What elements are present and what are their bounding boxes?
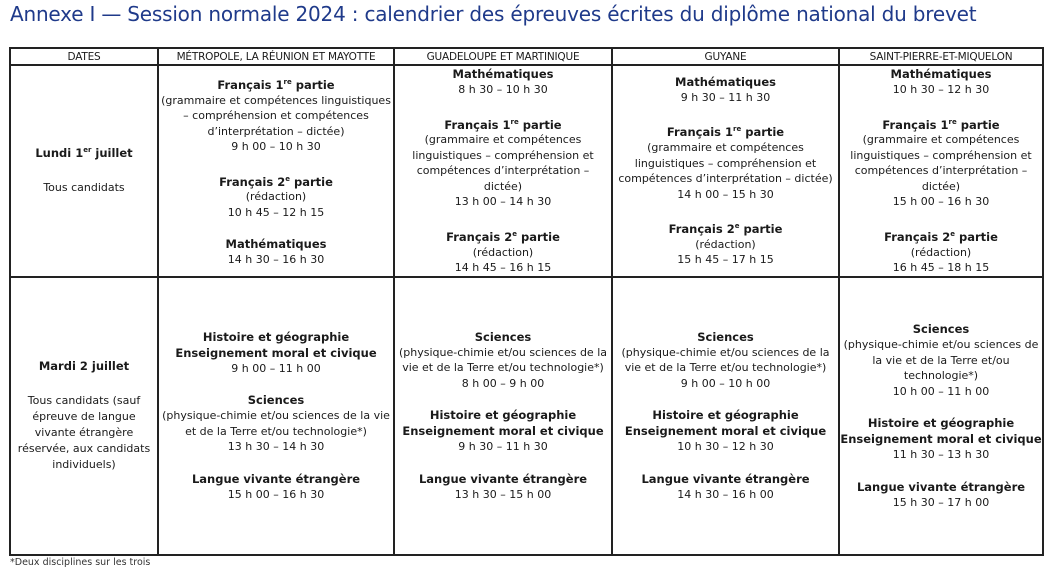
- exam-time: 14 h 30 – 16 h 30: [227, 253, 325, 267]
- exam-detail: (rédaction): [245, 190, 307, 204]
- exam-detail: (rédaction): [910, 245, 972, 259]
- exam-time: 14 h 45 – 16 h 15: [454, 261, 552, 275]
- exam-entry: [159, 171, 393, 221]
- exam-name: Français 2e partie: [668, 221, 783, 236]
- schedule-cell: [158, 65, 394, 277]
- date-cell: [10, 65, 158, 277]
- exam-name: Langue vivante étrangère: [418, 471, 588, 486]
- exam-entry: [840, 321, 1042, 399]
- exam-time: 9 h 30 – 11 h 30: [458, 440, 548, 454]
- exam-entry: [613, 329, 838, 392]
- header-guyane: GUYANE: [612, 48, 839, 65]
- schedule-cell: [158, 277, 394, 555]
- exam-entry: [395, 329, 611, 392]
- exam-time: 15 h 00 – 16 h 30: [892, 195, 990, 209]
- exam-detail: (rédaction): [695, 237, 756, 251]
- date-note: Tous candidats: [43, 180, 125, 194]
- date-note: Tous candidats (sauf épreuve de langue vivante étrangère réservée, aux candidats individuels): [17, 393, 151, 471]
- exam-time: 10 h 00 – 11 h 00: [892, 384, 990, 398]
- date-cell: [10, 277, 158, 555]
- exam-detail: (physique-chimie et/ou sciences de la vie et de la Terre et/ou technologie*): [399, 345, 607, 375]
- footnote: *Deux disciplines sur les trois: [10, 557, 151, 568]
- schedule-cell-content: [613, 278, 838, 554]
- exam-detail: (grammaire et compétences linguistiques – compréhension et compétences d’interprétation – dictée): [850, 133, 1032, 193]
- exam-detail: (physique-chimie et/ou sciences de la vie et de la Terre et/ou technologie*): [621, 345, 830, 375]
- exam-name: Sciences: [697, 329, 754, 344]
- exam-name: Mathématiques: [890, 67, 992, 81]
- schedule-cell-content: [159, 66, 393, 276]
- exam-time: 9 h 00 – 11 h 00: [231, 361, 321, 375]
- date-label: Mardi 2 juillet: [38, 358, 130, 373]
- header-saint-pierre-miquelon: SAINT-PIERRE-ET-MIQUELON: [839, 48, 1043, 65]
- exam-entry: [159, 74, 393, 155]
- exam-name: Histoire et géographie Enseignement moral et civique: [175, 329, 377, 360]
- exam-name: Français 2e partie: [219, 174, 333, 189]
- exam-entry: [395, 471, 611, 503]
- exam-name: Français 2e partie: [884, 229, 998, 244]
- exam-time: 14 h 00 – 15 h 30: [677, 187, 774, 201]
- exam-name: Français 2e partie: [446, 229, 560, 244]
- exam-name: Sciences: [912, 322, 970, 337]
- exam-entry: [395, 407, 611, 455]
- exam-entry: [613, 471, 838, 503]
- exam-detail: (physique-chimie et/ou sciences de la vie et de la Terre et/ou technologie*): [162, 409, 390, 438]
- exam-entry: [613, 74, 838, 106]
- exam-entry: [159, 236, 393, 268]
- exam-time: 16 h 45 – 18 h 15: [892, 261, 990, 275]
- exam-name: Français 1re partie: [444, 117, 562, 132]
- exam-name: Mathématiques: [675, 74, 776, 89]
- exam-time: 13 h 30 – 15 h 00: [454, 487, 552, 501]
- exam-detail: (rédaction): [472, 245, 534, 259]
- exam-entry: [613, 407, 838, 455]
- exam-entry: [840, 66, 1042, 98]
- exam-time: 9 h 00 – 10 h 00: [680, 376, 771, 390]
- exam-entry: [840, 415, 1042, 463]
- exam-entry: [840, 114, 1042, 210]
- header-guadeloupe-martinique: GUADELOUPE ET MARTINIQUE: [394, 48, 612, 65]
- schedule-cell: [839, 277, 1043, 555]
- schedule-cell-content: [840, 278, 1042, 554]
- schedule-cell: [839, 65, 1043, 277]
- exam-detail: (physique-chimie et/ou sciences de la vie et de la Terre et/ou technologie*): [843, 338, 1039, 383]
- exam-entry: [159, 471, 393, 503]
- exam-name: Français 1re partie: [666, 125, 785, 140]
- exam-name: Sciences: [474, 329, 532, 344]
- exam-time: 9 h 30 – 11 h 30: [680, 90, 771, 104]
- exam-time: 8 h 00 – 9 h 00: [461, 376, 545, 390]
- exam-calendar-table: [9, 47, 1044, 556]
- header-row: [10, 48, 1043, 65]
- exam-name: Langue vivante étrangère: [641, 471, 810, 486]
- exam-name: Histoire et géographie Enseignement moral et civique: [840, 416, 1042, 447]
- exam-detail: (grammaire et compétences linguistiques – compréhension et compétences d’interprétation – dictée): [618, 141, 833, 186]
- exam-entry: [395, 114, 611, 210]
- schedule-cell: [394, 277, 612, 555]
- exam-detail: (grammaire et compétences linguistiques – compréhension et compétences d’interprétation – dictée): [161, 93, 391, 138]
- exam-time: 11 h 30 – 13 h 30: [892, 448, 990, 462]
- exam-name: Mathématiques: [225, 237, 327, 252]
- exam-time: 14 h 30 – 16 h 00: [677, 487, 774, 501]
- exam-time: 13 h 30 – 14 h 30: [227, 440, 325, 454]
- schedule-cell-content: [159, 278, 393, 554]
- exam-entry: [159, 329, 393, 377]
- exam-time: 10 h 45 – 12 h 15: [227, 205, 325, 219]
- exam-name: Sciences: [247, 393, 305, 408]
- exam-name: Français 1re partie: [882, 117, 1000, 132]
- exam-time: 15 h 45 – 17 h 15: [677, 253, 774, 267]
- exam-entry: [613, 218, 838, 268]
- exam-time: 15 h 00 – 16 h 30: [227, 487, 325, 501]
- exam-name: Français 1re partie: [217, 77, 335, 92]
- exam-name: Langue vivante étrangère: [191, 471, 361, 486]
- header-dates: DATES: [10, 48, 158, 65]
- exam-detail: (grammaire et compétences linguistiques – compréhension et compétences d’interprétation – dictée): [412, 133, 594, 193]
- schedule-cell-content: [613, 66, 838, 276]
- exam-entry: [395, 226, 611, 276]
- exam-entry: [613, 121, 838, 202]
- exam-name: Mathématiques: [452, 67, 554, 81]
- exam-entry: [840, 479, 1042, 511]
- schedule-cell-content: [395, 66, 611, 276]
- exam-time: 10 h 30 – 12 h 30: [677, 440, 774, 454]
- exam-name: Langue vivante étrangère: [856, 479, 1026, 494]
- exam-name: Histoire et géographie Enseignement moral et civique: [624, 408, 827, 439]
- exam-time: 13 h 00 – 14 h 30: [454, 195, 552, 209]
- table-row: [10, 65, 1043, 277]
- exam-name: Histoire et géographie Enseignement moral et civique: [402, 408, 604, 439]
- exam-time: 10 h 30 – 12 h 30: [892, 83, 990, 96]
- schedule-cell: [394, 65, 612, 277]
- exam-time: 8 h 30 – 10 h 30: [458, 83, 548, 96]
- exam-entry: [395, 66, 611, 98]
- schedule-cell: [612, 65, 839, 277]
- schedule-cell-content: [395, 278, 611, 554]
- schedule-cell-content: [840, 66, 1042, 276]
- exam-entry: [159, 392, 393, 455]
- header-metropole: MÉTROPOLE, LA RÉUNION ET MAYOTTE: [158, 48, 394, 65]
- date-label: Lundi 1er juillet: [35, 145, 133, 160]
- exam-time: 15 h 30 – 17 h 00: [892, 495, 990, 509]
- document-title: Annexe I — Session normale 2024 : calendrier des épreuves écrites du diplôme national du brevet: [10, 2, 977, 26]
- exam-time: 9 h 00 – 10 h 30: [231, 140, 321, 154]
- table-row: [10, 277, 1043, 555]
- schedule-cell: [612, 277, 839, 555]
- exam-entry: [840, 226, 1042, 276]
